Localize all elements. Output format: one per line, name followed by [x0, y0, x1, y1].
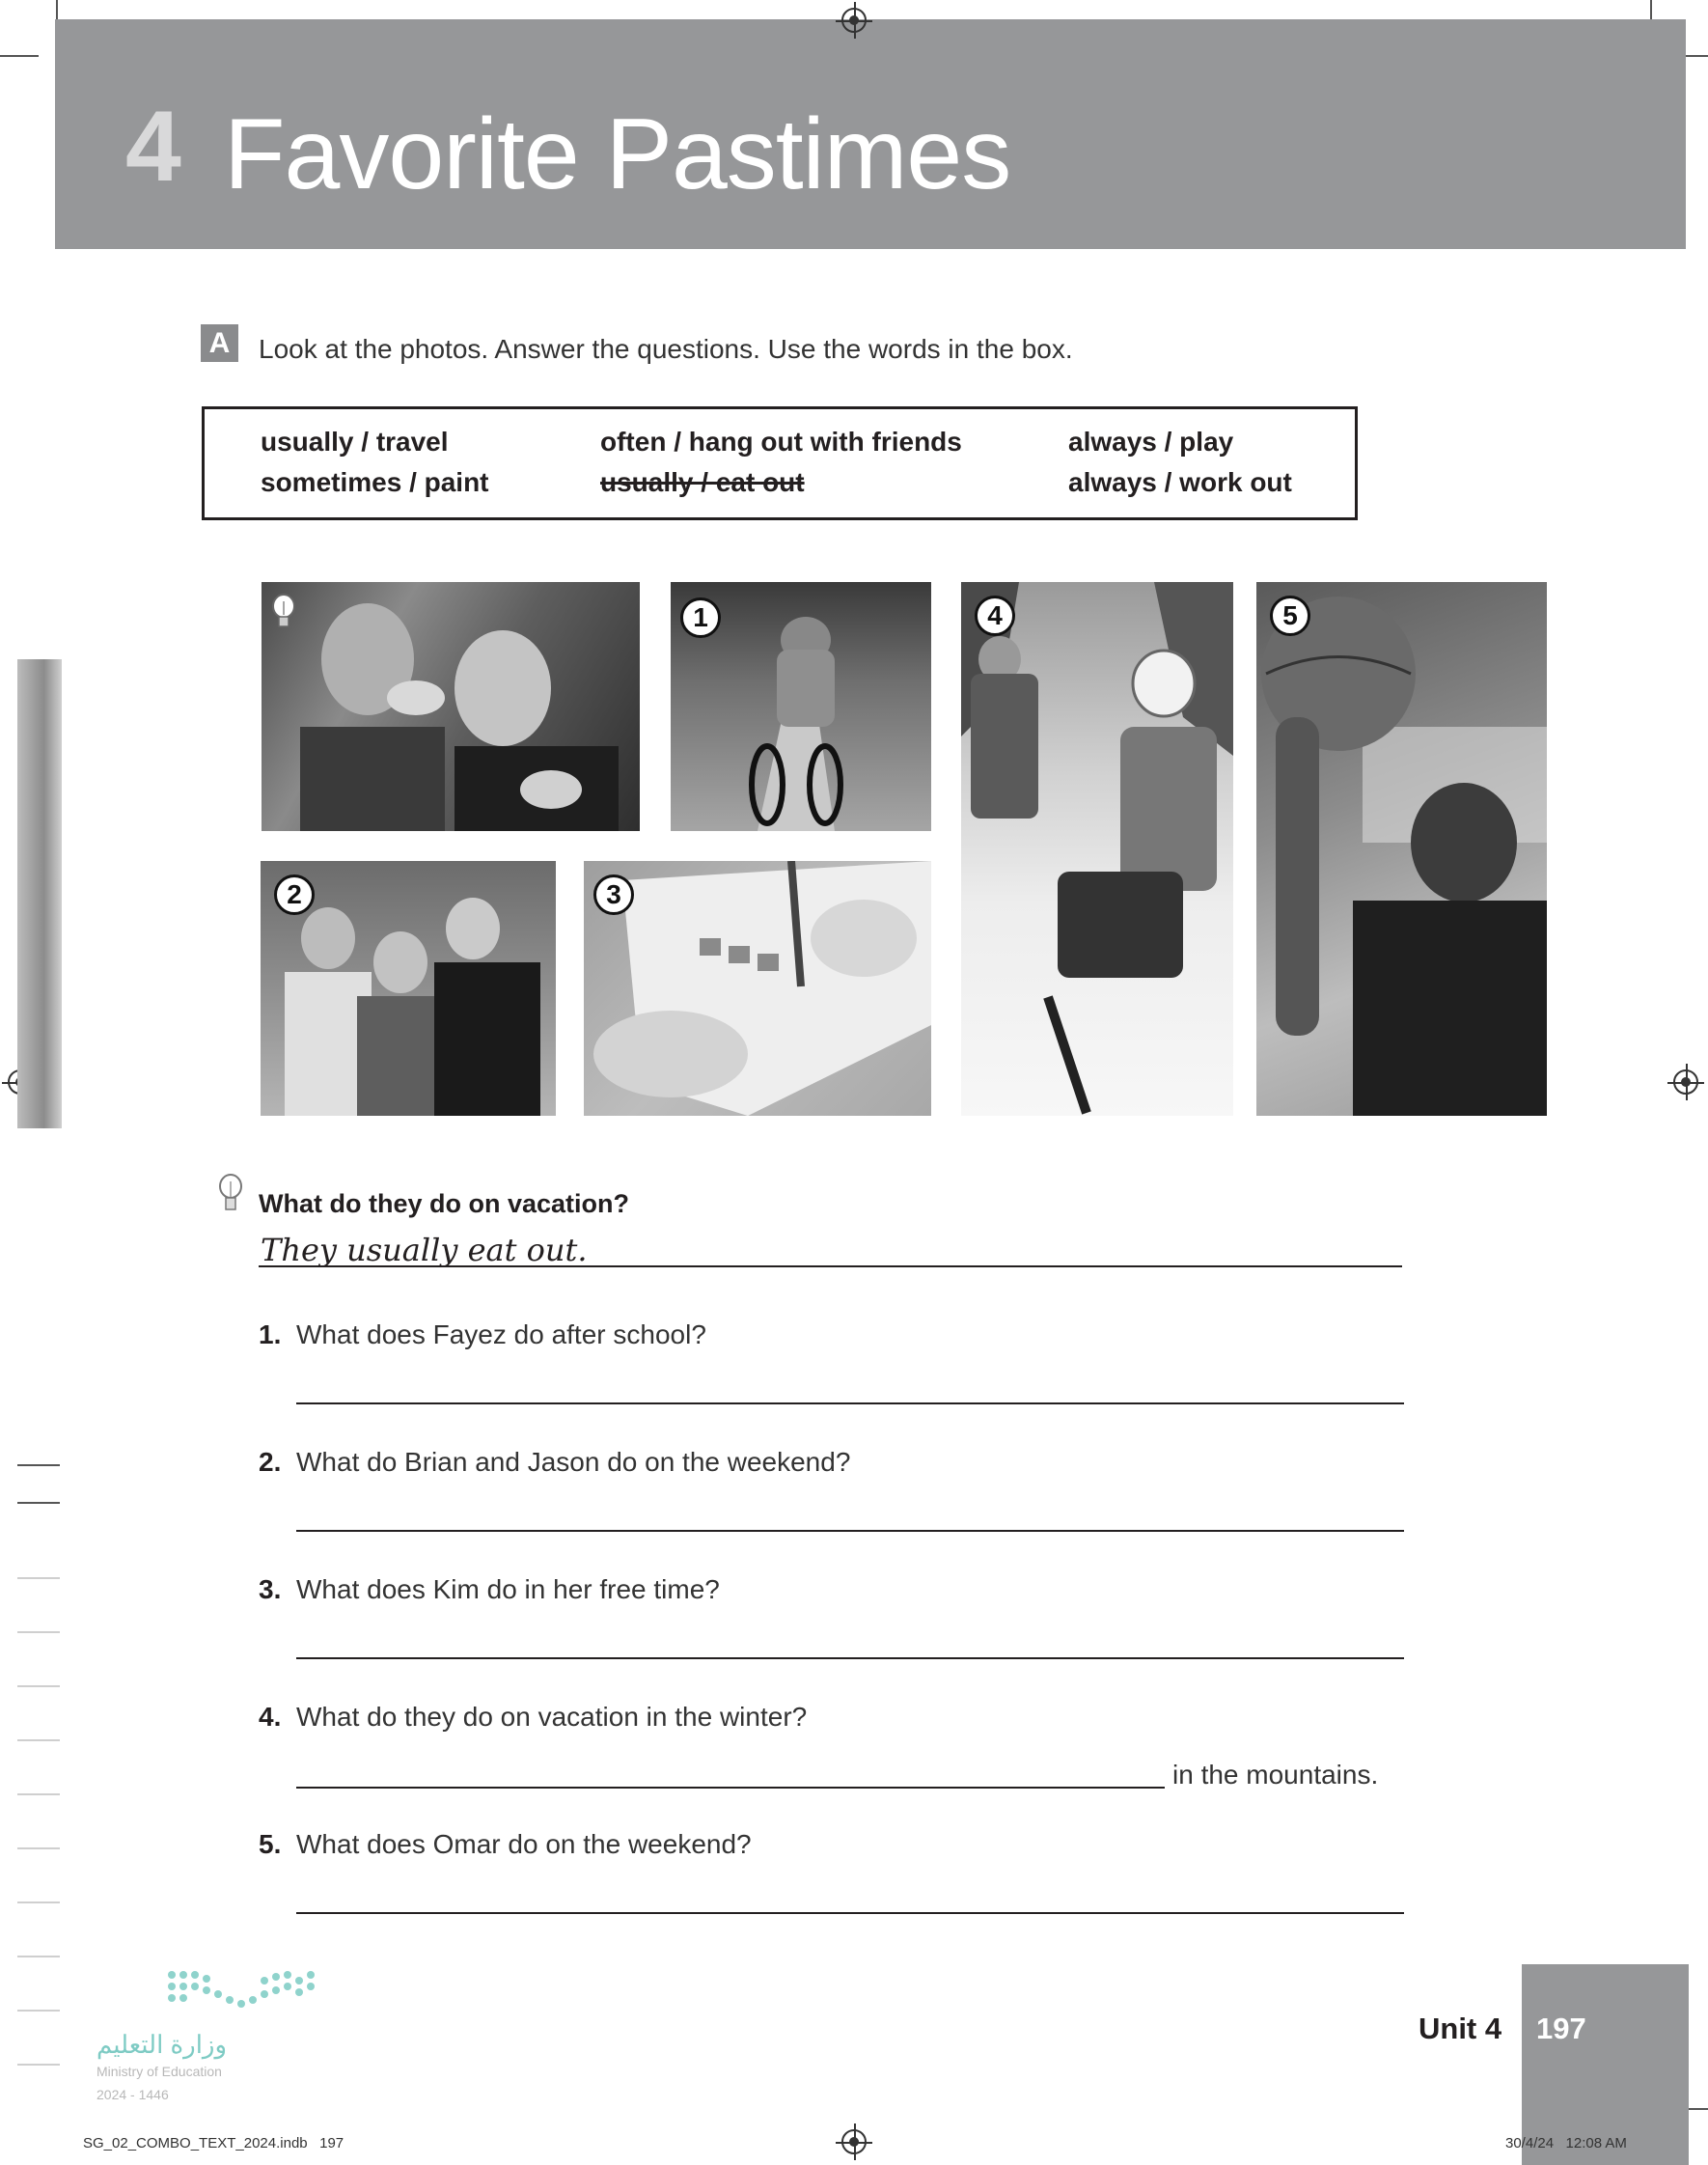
ministry-year: 2024 - 1446	[96, 2087, 169, 2102]
side-rule	[17, 1502, 60, 1504]
answer-line[interactable]	[296, 1530, 1404, 1532]
section-badge: A	[201, 324, 238, 362]
word-box-item-crossed: usually / eat out	[600, 467, 805, 497]
lightbulb-icon	[218, 1174, 243, 1218]
word-box-item: always / work out	[1068, 467, 1292, 497]
photo-1-boy-bike	[671, 582, 931, 831]
word-box	[202, 406, 1358, 520]
registration-mark-bottom	[841, 2129, 867, 2154]
photo-number-badge: 3	[593, 874, 634, 915]
example-answer: They usually eat out.	[261, 1232, 588, 1268]
photo-4-skiing	[961, 582, 1233, 1116]
word-box-item: sometimes / paint	[261, 467, 489, 497]
photo-4-illustration	[961, 582, 1233, 1116]
crop-mark	[0, 55, 39, 57]
photo-3-illustration	[584, 861, 931, 1116]
lightbulb-icon	[271, 594, 296, 632]
page-title: Favorite Pastimes	[224, 98, 1011, 210]
ministry-logo	[164, 1967, 318, 2021]
question-tail-text: in the mountains.	[1172, 1760, 1379, 1790]
ministry-arabic-name: وزارة التعليم	[96, 2030, 228, 2059]
question-text: What does Omar do on the weekend?	[296, 1829, 752, 1859]
photo-5-basketball	[1256, 582, 1547, 1116]
page-number: 197	[1536, 2012, 1586, 2045]
instruction-text: Look at the photos. Answer the questions. Use the words in the box.	[259, 334, 1073, 364]
unit-label: Unit 4	[1419, 2012, 1502, 2045]
print-slug-right: 30/4/24 12:08 AM	[1505, 2135, 1627, 2151]
answer-line[interactable]	[296, 1787, 1165, 1789]
side-strip	[17, 659, 62, 1128]
registration-mark-right	[1673, 1069, 1698, 1095]
ministry-english-name: Ministry of Education	[96, 2064, 222, 2079]
question-number: 5.	[259, 1829, 282, 1859]
word-box-item: always / play	[1068, 427, 1234, 457]
question-number: 3.	[259, 1574, 282, 1604]
header-notch	[0, 201, 55, 249]
question-number: 1.	[259, 1319, 282, 1349]
photo-2-three-boys	[261, 861, 556, 1116]
unit-number: 4	[125, 91, 181, 203]
question-number: 2.	[259, 1447, 282, 1477]
photo-number-badge: 2	[274, 874, 315, 915]
question-text: What does Kim do in her free time?	[296, 1574, 720, 1604]
question-text: What does Fayez do after school?	[296, 1319, 706, 1349]
question-text: What do they do on vacation in the winter?	[296, 1702, 808, 1732]
word-box-item: often / hang out with friends	[600, 427, 962, 457]
photo-number-badge: 4	[975, 596, 1015, 636]
answer-line[interactable]	[296, 1657, 1404, 1659]
side-ruled-lines	[17, 1525, 60, 2104]
answer-line[interactable]	[296, 1912, 1404, 1914]
registration-mark-top	[841, 8, 867, 33]
photo-3-painting	[584, 861, 931, 1116]
example-question: What do they do on vacation?	[259, 1189, 629, 1218]
answer-line[interactable]	[296, 1402, 1404, 1404]
word-box-item: usually / travel	[261, 427, 449, 457]
photo-example-men-eating	[262, 582, 640, 831]
question-number: 4.	[259, 1702, 282, 1732]
photo-number-badge: 5	[1270, 596, 1310, 636]
print-slug-left: SG_02_COMBO_TEXT_2024.indb 197	[83, 2135, 344, 2151]
question-text: What do Brian and Jason do on the weekend?	[296, 1447, 851, 1477]
photo-5-illustration	[1256, 582, 1547, 1116]
photo-example-illustration	[262, 582, 640, 831]
example-answer-line	[259, 1265, 1402, 1267]
side-rule	[17, 1464, 60, 1466]
photo-number-badge: 1	[680, 597, 721, 638]
